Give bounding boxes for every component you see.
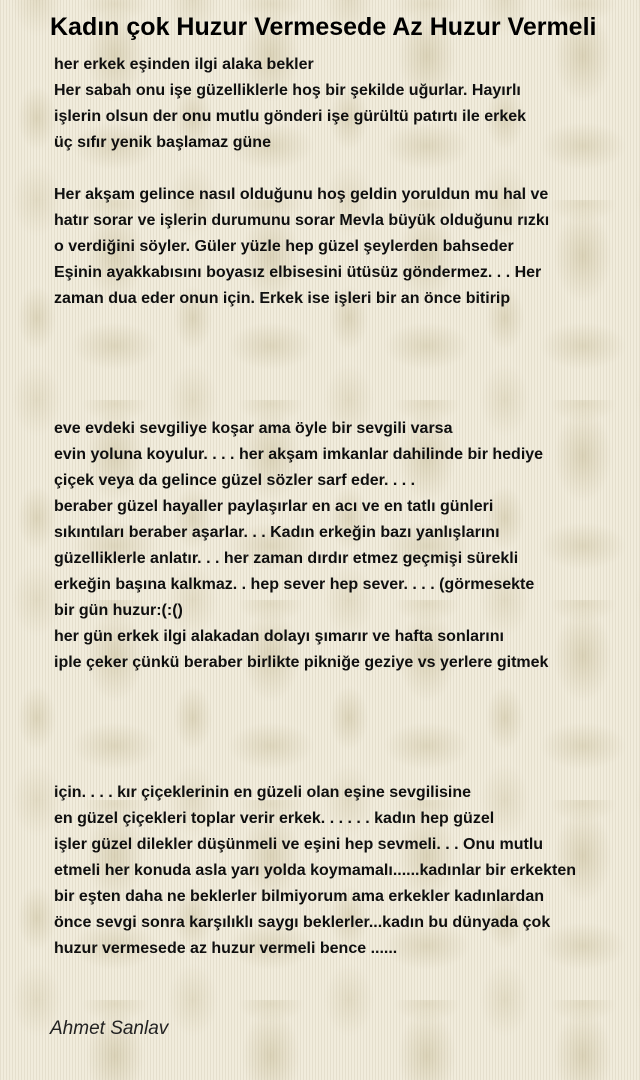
poem-line: güzelliklerle anlatır. . . her zaman dırdır etmez geçmişi sürekli	[54, 550, 519, 567]
poem-line: hatır sorar ve işlerin durumunu sorar Mevla büyük olduğunu rızkı	[54, 212, 550, 229]
poem-line: eve evdeki sevgiliye koşar ama öyle bir sevgili varsa	[54, 420, 453, 437]
poem-blank-line	[54, 312, 640, 338]
poem-line: bir gün huzur:(:()	[54, 602, 183, 619]
poem-line: önce sevgi sonra karşılıklı saygı beklerler...kadın bu dünyada çok	[54, 914, 551, 931]
poem-line: zaman dua eder onun için. Erkek ise işleri bir an önce bitirip	[54, 290, 511, 307]
poem-line: her gün erkek ilgi alakadan dolayı şımarır ve hafta sonlarını	[54, 628, 504, 645]
poem-title: Kadın çok Huzur Vermesede Az Huzur Vermeli	[50, 13, 597, 41]
poem-line: o verdiğini söyler. Güler yüzle hep güzel şeylerden bahseder	[54, 238, 514, 255]
poem-line: Eşinin ayakkabısını boyasız elbisesini ütüsüz göndermez. . . Her	[54, 264, 542, 281]
poem-line: işlerin olsun der onu mutlu gönderi işe gürültü patırtı ile erkek	[54, 108, 527, 125]
poem-blank-line	[54, 754, 640, 780]
poem-line: her erkek eşinden ilgi alaka bekler	[54, 56, 314, 73]
poem-line: çiçek veya da gelince güzel sözler sarf eder. . . .	[54, 472, 416, 489]
poem-line: iple çeker çünkü beraber birlikte pikniğe geziye vs yerlere gitmek	[54, 654, 549, 671]
poem-line: Her sabah onu işe güzelliklerle hoş bir şekilde uğurlar. Hayırlı	[54, 82, 521, 99]
poem-line: huzur vermesede az huzur vermeli bence ......	[54, 940, 398, 957]
poem-line: en güzel çiçekleri toplar verir erkek. . . . . . kadın hep güzel	[54, 810, 495, 827]
poem-blank-line	[54, 676, 640, 702]
poem-line: bir eşten daha ne beklerler bilmiyorum ama erkekler kadınlardan	[54, 888, 544, 905]
poem-line: için. . . . kır çiçeklerinin en güzeli olan eşine sevgilisine	[54, 784, 472, 801]
poem-line: işler güzel dilekler düşünmeli ve eşini hep sevmeli. . . Onu mutlu	[54, 836, 544, 853]
poem-blank-line	[54, 702, 640, 728]
poem-line: evin yoluna koyulur. . . . her akşam imkanlar dahilinde bir hediye	[54, 446, 544, 463]
poem-line: sıkıntıları beraber aşarlar. . . Kadın erkeğin bazı yanlışlarını	[54, 524, 500, 541]
poem-blank-line	[54, 156, 640, 182]
poem-text	[54, 52, 640, 962]
poem-line: Her akşam gelince nasıl olduğunu hoş geldin yoruldun mu hal ve	[54, 186, 549, 203]
poem-line: etmeli her konuda asla yarı yolda koymamalı......kadınlar bir erkekten	[54, 862, 576, 879]
poem-author: Ahmet Sanlav	[50, 1018, 169, 1039]
poem-blank-line	[54, 338, 640, 364]
poem-line: üç sıfır yenik başlamaz güne	[54, 134, 271, 151]
poem-line: erkeğin başına kalkmaz. . hep sever hep sever. . . . (görmesekte	[54, 576, 535, 593]
poem-blank-line	[54, 364, 640, 390]
poem-line: beraber güzel hayaller paylaşırlar en acı ve en tatlı günleri	[54, 498, 494, 515]
poem-blank-line	[54, 728, 640, 754]
poem-blank-line	[54, 390, 640, 416]
